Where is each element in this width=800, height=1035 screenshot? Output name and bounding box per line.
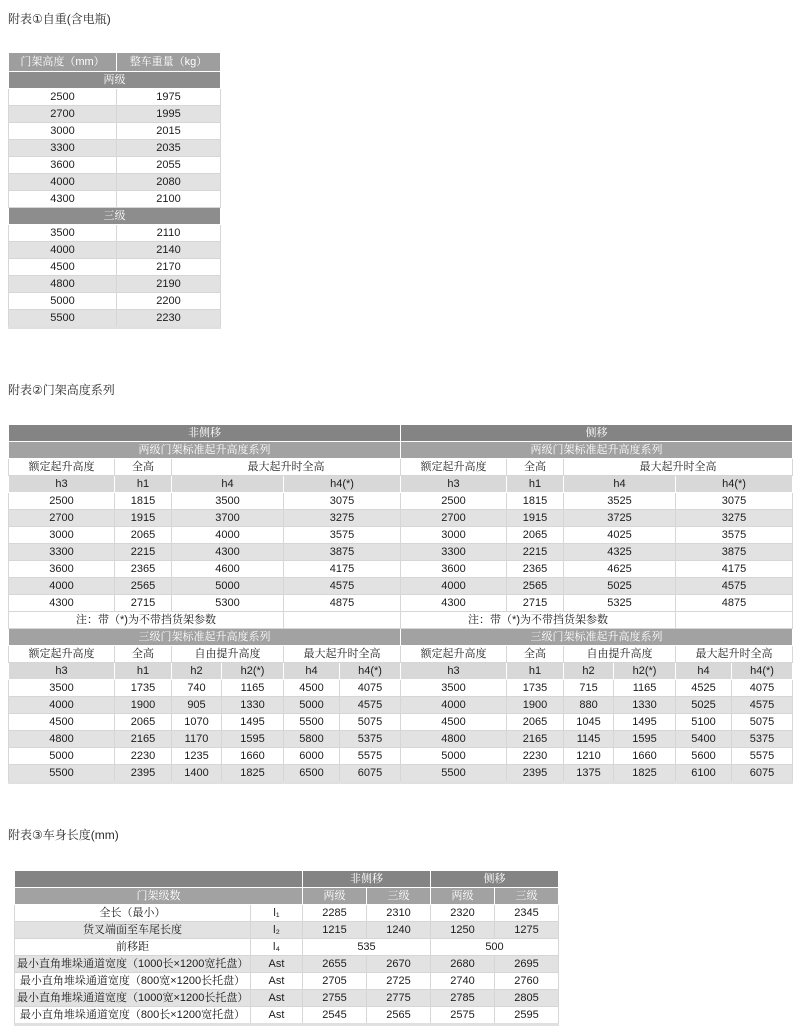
value-cell: 2015 — [117, 123, 221, 140]
value-cell: 2065 — [115, 714, 172, 731]
value-cell: 4000 — [9, 578, 115, 595]
value-cell: 5575 — [340, 748, 401, 765]
value-cell: 5375 — [732, 731, 793, 748]
value-cell: 1170 — [172, 731, 222, 748]
empty-cell — [284, 612, 401, 629]
value-cell: 4325 — [564, 544, 676, 561]
sub-header: h2 — [172, 663, 222, 680]
value-cell: 4075 — [340, 680, 401, 697]
value-cell: 2065 — [507, 714, 564, 731]
panel-header-sideshift: 侧移 — [431, 871, 559, 888]
value-cell: 2500 — [401, 493, 507, 510]
sub-header: h2 — [564, 663, 614, 680]
symbol-cell: l₁ — [251, 905, 303, 922]
column-header: 两级 — [431, 888, 495, 905]
row-label: 最小直角堆垛通道宽度（1000长×1200宽托盘） — [15, 956, 251, 973]
value-cell: 4300 — [9, 595, 115, 612]
value-cell: 2230 — [115, 748, 172, 765]
value-cell: 3000 — [9, 123, 117, 140]
value-cell: 3300 — [401, 544, 507, 561]
value-cell: 5600 — [676, 748, 732, 765]
value-cell: 1595 — [222, 731, 284, 748]
group-header: 自由提升高度 — [172, 646, 284, 663]
value-cell: 2740 — [431, 973, 495, 990]
value-cell: 4500 — [9, 259, 117, 276]
value-cell: 2190 — [117, 276, 221, 293]
value-cell: 2080 — [117, 174, 221, 191]
value-cell: 1915 — [115, 510, 172, 527]
value-cell: 2320 — [431, 905, 495, 922]
value-cell: 2655 — [303, 956, 367, 973]
symbol-cell: l₂ — [251, 922, 303, 939]
value-cell: 2395 — [507, 765, 564, 783]
value-cell: 2715 — [507, 595, 564, 612]
value-cell: 1400 — [172, 765, 222, 783]
value-cell: 3075 — [676, 493, 793, 510]
table1-body — [9, 72, 221, 328]
value-cell: 5300 — [172, 595, 284, 612]
value-cell: 2055 — [117, 157, 221, 174]
symbol-cell: Ast — [251, 990, 303, 1007]
section-header-two-stage: 两级门架标准起升高度系列 — [401, 442, 793, 459]
mast-height-table — [8, 424, 793, 784]
value-cell: 3575 — [284, 527, 401, 544]
value-cell: 2165 — [115, 731, 172, 748]
group-header: 全高 — [507, 459, 564, 476]
sub-header: h1 — [115, 663, 172, 680]
value-cell: 2310 — [367, 905, 431, 922]
value-cell: 5575 — [732, 748, 793, 765]
value-cell: 3575 — [676, 527, 793, 544]
value-cell: 3300 — [9, 140, 117, 157]
value-cell: 5100 — [676, 714, 732, 731]
value-cell: 3600 — [9, 157, 117, 174]
symbol-cell: Ast — [251, 973, 303, 990]
value-cell: 4075 — [732, 680, 793, 697]
value-cell: 1210 — [564, 748, 614, 765]
value-cell: 3875 — [284, 544, 401, 561]
sub-header: h2(*) — [614, 663, 676, 680]
value-cell: 1275 — [495, 922, 559, 939]
group-header: 全高 — [115, 646, 172, 663]
value-cell: 4625 — [564, 561, 676, 578]
group-header: 最大起升时全高 — [676, 646, 793, 663]
table1-title: 附表①自重(含电瓶) — [8, 12, 111, 26]
value-cell: 3700 — [172, 510, 284, 527]
value-cell: 2700 — [401, 510, 507, 527]
value-cell: 1975 — [117, 89, 221, 106]
value-cell: 1595 — [614, 731, 676, 748]
value-cell: 1375 — [564, 765, 614, 783]
value-cell: 5025 — [564, 578, 676, 595]
value-cell: 4575 — [676, 578, 793, 595]
value-cell: 6100 — [676, 765, 732, 783]
value-cell: 2285 — [303, 905, 367, 922]
value-cell: 2170 — [117, 259, 221, 276]
value-cell: 2725 — [367, 973, 431, 990]
value-cell: 5025 — [676, 697, 732, 714]
sub-header: h2(*) — [222, 663, 284, 680]
value-cell: 2065 — [115, 527, 172, 544]
value-cell: 4875 — [284, 595, 401, 612]
value-cell: 905 — [172, 697, 222, 714]
value-cell: 2395 — [115, 765, 172, 783]
value-cell: 4300 — [172, 544, 284, 561]
value-cell: 1815 — [507, 493, 564, 510]
empty-cell — [676, 612, 793, 629]
value-cell: 1815 — [115, 493, 172, 510]
value-cell: 880 — [564, 697, 614, 714]
value-cell: 4575 — [732, 697, 793, 714]
sub-header: h4 — [676, 663, 732, 680]
value-cell: 1145 — [564, 731, 614, 748]
note-cell: 注：带（*)为不带挡货架参数 — [9, 612, 284, 629]
value-cell: 2500 — [9, 89, 117, 106]
value-cell: 500 — [431, 939, 559, 956]
value-cell: 5075 — [732, 714, 793, 731]
value-cell: 3500 — [9, 225, 117, 242]
value-cell: 3600 — [401, 561, 507, 578]
value-cell: 5000 — [284, 697, 340, 714]
value-cell: 2785 — [431, 990, 495, 1007]
value-cell: 6075 — [732, 765, 793, 783]
stage-section-header: 三级 — [9, 208, 221, 225]
value-cell: 5500 — [9, 310, 117, 328]
value-cell: 2775 — [367, 990, 431, 1007]
table3-body — [15, 905, 559, 1025]
value-cell: 2680 — [431, 956, 495, 973]
three-stage-rows — [9, 680, 793, 783]
column-header: 三级 — [367, 888, 431, 905]
value-cell: 5325 — [564, 595, 676, 612]
value-cell: 5075 — [340, 714, 401, 731]
value-cell: 4800 — [401, 731, 507, 748]
value-cell: 3500 — [401, 680, 507, 697]
value-cell: 5000 — [9, 293, 117, 310]
value-cell: 3500 — [172, 493, 284, 510]
value-cell: 2110 — [117, 225, 221, 242]
sub-header: h1 — [507, 663, 564, 680]
value-cell: 4500 — [284, 680, 340, 697]
value-cell: 740 — [172, 680, 222, 697]
sub-header: h4(*) — [676, 476, 793, 493]
sub-header: h4 — [284, 663, 340, 680]
value-cell: 3300 — [9, 544, 115, 561]
sub-header: h3 — [9, 663, 115, 680]
column-header-mast-height: 门架高度（mm） — [9, 53, 117, 72]
group-header: 额定起升高度 — [9, 646, 115, 663]
column-header: 两级 — [303, 888, 367, 905]
value-cell: 4575 — [340, 697, 401, 714]
sub-header: h4 — [564, 476, 676, 493]
sub-header: h3 — [401, 663, 507, 680]
sub-header: h4(*) — [732, 663, 793, 680]
value-cell: 3275 — [676, 510, 793, 527]
section-header-two-stage: 两级门架标准起升高度系列 — [9, 442, 401, 459]
value-cell: 4000 — [9, 697, 115, 714]
value-cell: 2500 — [9, 493, 115, 510]
value-cell: 1235 — [172, 748, 222, 765]
value-cell: 4175 — [284, 561, 401, 578]
value-cell: 1240 — [367, 922, 431, 939]
value-cell: 2365 — [115, 561, 172, 578]
value-cell: 5800 — [284, 731, 340, 748]
value-cell: 6000 — [284, 748, 340, 765]
value-cell: 2230 — [117, 310, 221, 328]
value-cell: 1165 — [614, 680, 676, 697]
value-cell: 2595 — [495, 1007, 559, 1025]
value-cell: 5500 — [401, 765, 507, 783]
value-cell: 4575 — [284, 578, 401, 595]
value-cell: 1250 — [431, 922, 495, 939]
row-label: 货叉端面至车尾长度 — [15, 922, 251, 939]
table3-title: 附表③车身长度(mm) — [8, 828, 119, 842]
spacer-cell — [15, 871, 303, 888]
value-cell: 1330 — [614, 697, 676, 714]
value-cell: 2140 — [117, 242, 221, 259]
value-cell: 1735 — [507, 680, 564, 697]
value-cell: 5375 — [340, 731, 401, 748]
group-header: 自由提升高度 — [564, 646, 676, 663]
value-cell: 1495 — [222, 714, 284, 731]
value-cell: 2700 — [9, 510, 115, 527]
value-cell: 4000 — [9, 174, 117, 191]
value-cell: 2545 — [303, 1007, 367, 1025]
value-cell: 1825 — [222, 765, 284, 783]
group-header: 额定起升高度 — [401, 459, 507, 476]
value-cell: 4525 — [676, 680, 732, 697]
sub-header: h4(*) — [284, 476, 401, 493]
value-cell: 2345 — [495, 905, 559, 922]
row-label: 最小直角堆垛通道宽度（800宽×1200长托盘） — [15, 973, 251, 990]
value-cell: 2715 — [115, 595, 172, 612]
value-cell: 2230 — [507, 748, 564, 765]
value-cell: 5000 — [401, 748, 507, 765]
value-cell: 1495 — [614, 714, 676, 731]
column-header-mast-stages: 门架级数 — [15, 888, 303, 905]
group-header: 额定起升高度 — [9, 459, 115, 476]
value-cell: 4000 — [401, 697, 507, 714]
sub-header: h1 — [507, 476, 564, 493]
value-cell: 3075 — [284, 493, 401, 510]
column-header-truck-weight: 整车重量（kg） — [117, 53, 221, 72]
column-header: 三级 — [495, 888, 559, 905]
value-cell: 2760 — [495, 973, 559, 990]
panel-header-non-sideshift: 非侧移 — [9, 425, 401, 442]
value-cell: 1900 — [115, 697, 172, 714]
table2-title: 附表②门架高度系列 — [8, 383, 115, 397]
sub-header: h3 — [401, 476, 507, 493]
value-cell: 5400 — [676, 731, 732, 748]
section-header-three-stage: 三级门架标准起升高度系列 — [9, 629, 401, 646]
value-cell: 4000 — [401, 578, 507, 595]
symbol-cell: l₄ — [251, 939, 303, 956]
value-cell: 4000 — [9, 242, 117, 259]
group-header: 全高 — [507, 646, 564, 663]
value-cell: 3725 — [564, 510, 676, 527]
row-label: 前移距 — [15, 939, 251, 956]
value-cell: 5000 — [172, 578, 284, 595]
value-cell: 4600 — [172, 561, 284, 578]
value-cell: 6500 — [284, 765, 340, 783]
value-cell: 4500 — [401, 714, 507, 731]
value-cell: 2755 — [303, 990, 367, 1007]
value-cell: 1165 — [222, 680, 284, 697]
value-cell: 3875 — [676, 544, 793, 561]
group-header: 最大起升时全高 — [172, 459, 401, 476]
value-cell: 2695 — [495, 956, 559, 973]
value-cell: 1825 — [614, 765, 676, 783]
value-cell: 2705 — [303, 973, 367, 990]
value-cell: 2575 — [431, 1007, 495, 1025]
stage-section-header: 两级 — [9, 72, 221, 89]
value-cell: 5000 — [9, 748, 115, 765]
symbol-cell: Ast — [251, 1007, 303, 1025]
row-label: 最小直角堆垛通道宽度（800长×1200宽托盘） — [15, 1007, 251, 1025]
value-cell: 4800 — [9, 731, 115, 748]
value-cell: 2165 — [507, 731, 564, 748]
value-cell: 4300 — [9, 191, 117, 208]
value-cell: 4300 — [401, 595, 507, 612]
value-cell: 2700 — [9, 106, 117, 123]
value-cell: 1215 — [303, 922, 367, 939]
value-cell: 1660 — [614, 748, 676, 765]
group-header: 额定起升高度 — [401, 646, 507, 663]
two-stage-rows — [9, 493, 793, 612]
value-cell: 4025 — [564, 527, 676, 544]
panel-header-non-sideshift: 非侧移 — [303, 871, 431, 888]
value-cell: 2565 — [115, 578, 172, 595]
value-cell: 2670 — [367, 956, 431, 973]
symbol-cell: Ast — [251, 956, 303, 973]
value-cell: 3500 — [9, 680, 115, 697]
value-cell: 4800 — [9, 276, 117, 293]
value-cell: 2565 — [367, 1007, 431, 1025]
value-cell: 2100 — [117, 191, 221, 208]
value-cell: 2365 — [507, 561, 564, 578]
value-cell: 4175 — [676, 561, 793, 578]
value-cell: 6075 — [340, 765, 401, 783]
value-cell: 2215 — [507, 544, 564, 561]
sub-header: h4(*) — [340, 663, 401, 680]
group-header: 最大起升时全高 — [564, 459, 793, 476]
panel-header-sideshift: 侧移 — [401, 425, 793, 442]
value-cell: 2035 — [117, 140, 221, 157]
self-weight-table — [8, 52, 221, 329]
value-cell: 3000 — [401, 527, 507, 544]
value-cell: 5500 — [284, 714, 340, 731]
value-cell: 4000 — [172, 527, 284, 544]
value-cell: 2805 — [495, 990, 559, 1007]
value-cell: 3600 — [9, 561, 115, 578]
value-cell: 1070 — [172, 714, 222, 731]
sub-header: h1 — [115, 476, 172, 493]
value-cell: 3275 — [284, 510, 401, 527]
value-cell: 2065 — [507, 527, 564, 544]
value-cell: 3000 — [9, 527, 115, 544]
value-cell: 715 — [564, 680, 614, 697]
group-header: 最大起升时全高 — [284, 646, 401, 663]
value-cell: 2200 — [117, 293, 221, 310]
value-cell: 1735 — [115, 680, 172, 697]
body-length-table — [14, 870, 559, 1026]
group-header: 全高 — [115, 459, 172, 476]
note-cell: 注：带（*)为不带挡货架参数 — [401, 612, 676, 629]
section-header-three-stage: 三级门架标准起升高度系列 — [401, 629, 793, 646]
value-cell: 3525 — [564, 493, 676, 510]
row-label: 全长（最小） — [15, 905, 251, 922]
sub-header: h3 — [9, 476, 115, 493]
value-cell: 4875 — [676, 595, 793, 612]
row-label: 最小直角堆垛通道宽度（1000宽×1200长托盘） — [15, 990, 251, 1007]
value-cell: 2215 — [115, 544, 172, 561]
value-cell: 5500 — [9, 765, 115, 783]
value-cell: 1660 — [222, 748, 284, 765]
value-cell: 1900 — [507, 697, 564, 714]
value-cell: 1045 — [564, 714, 614, 731]
value-cell: 2565 — [507, 578, 564, 595]
sub-header: h4 — [172, 476, 284, 493]
value-cell: 1915 — [507, 510, 564, 527]
value-cell: 1330 — [222, 697, 284, 714]
value-cell: 1995 — [117, 106, 221, 123]
value-cell: 535 — [303, 939, 431, 956]
value-cell: 4500 — [9, 714, 115, 731]
